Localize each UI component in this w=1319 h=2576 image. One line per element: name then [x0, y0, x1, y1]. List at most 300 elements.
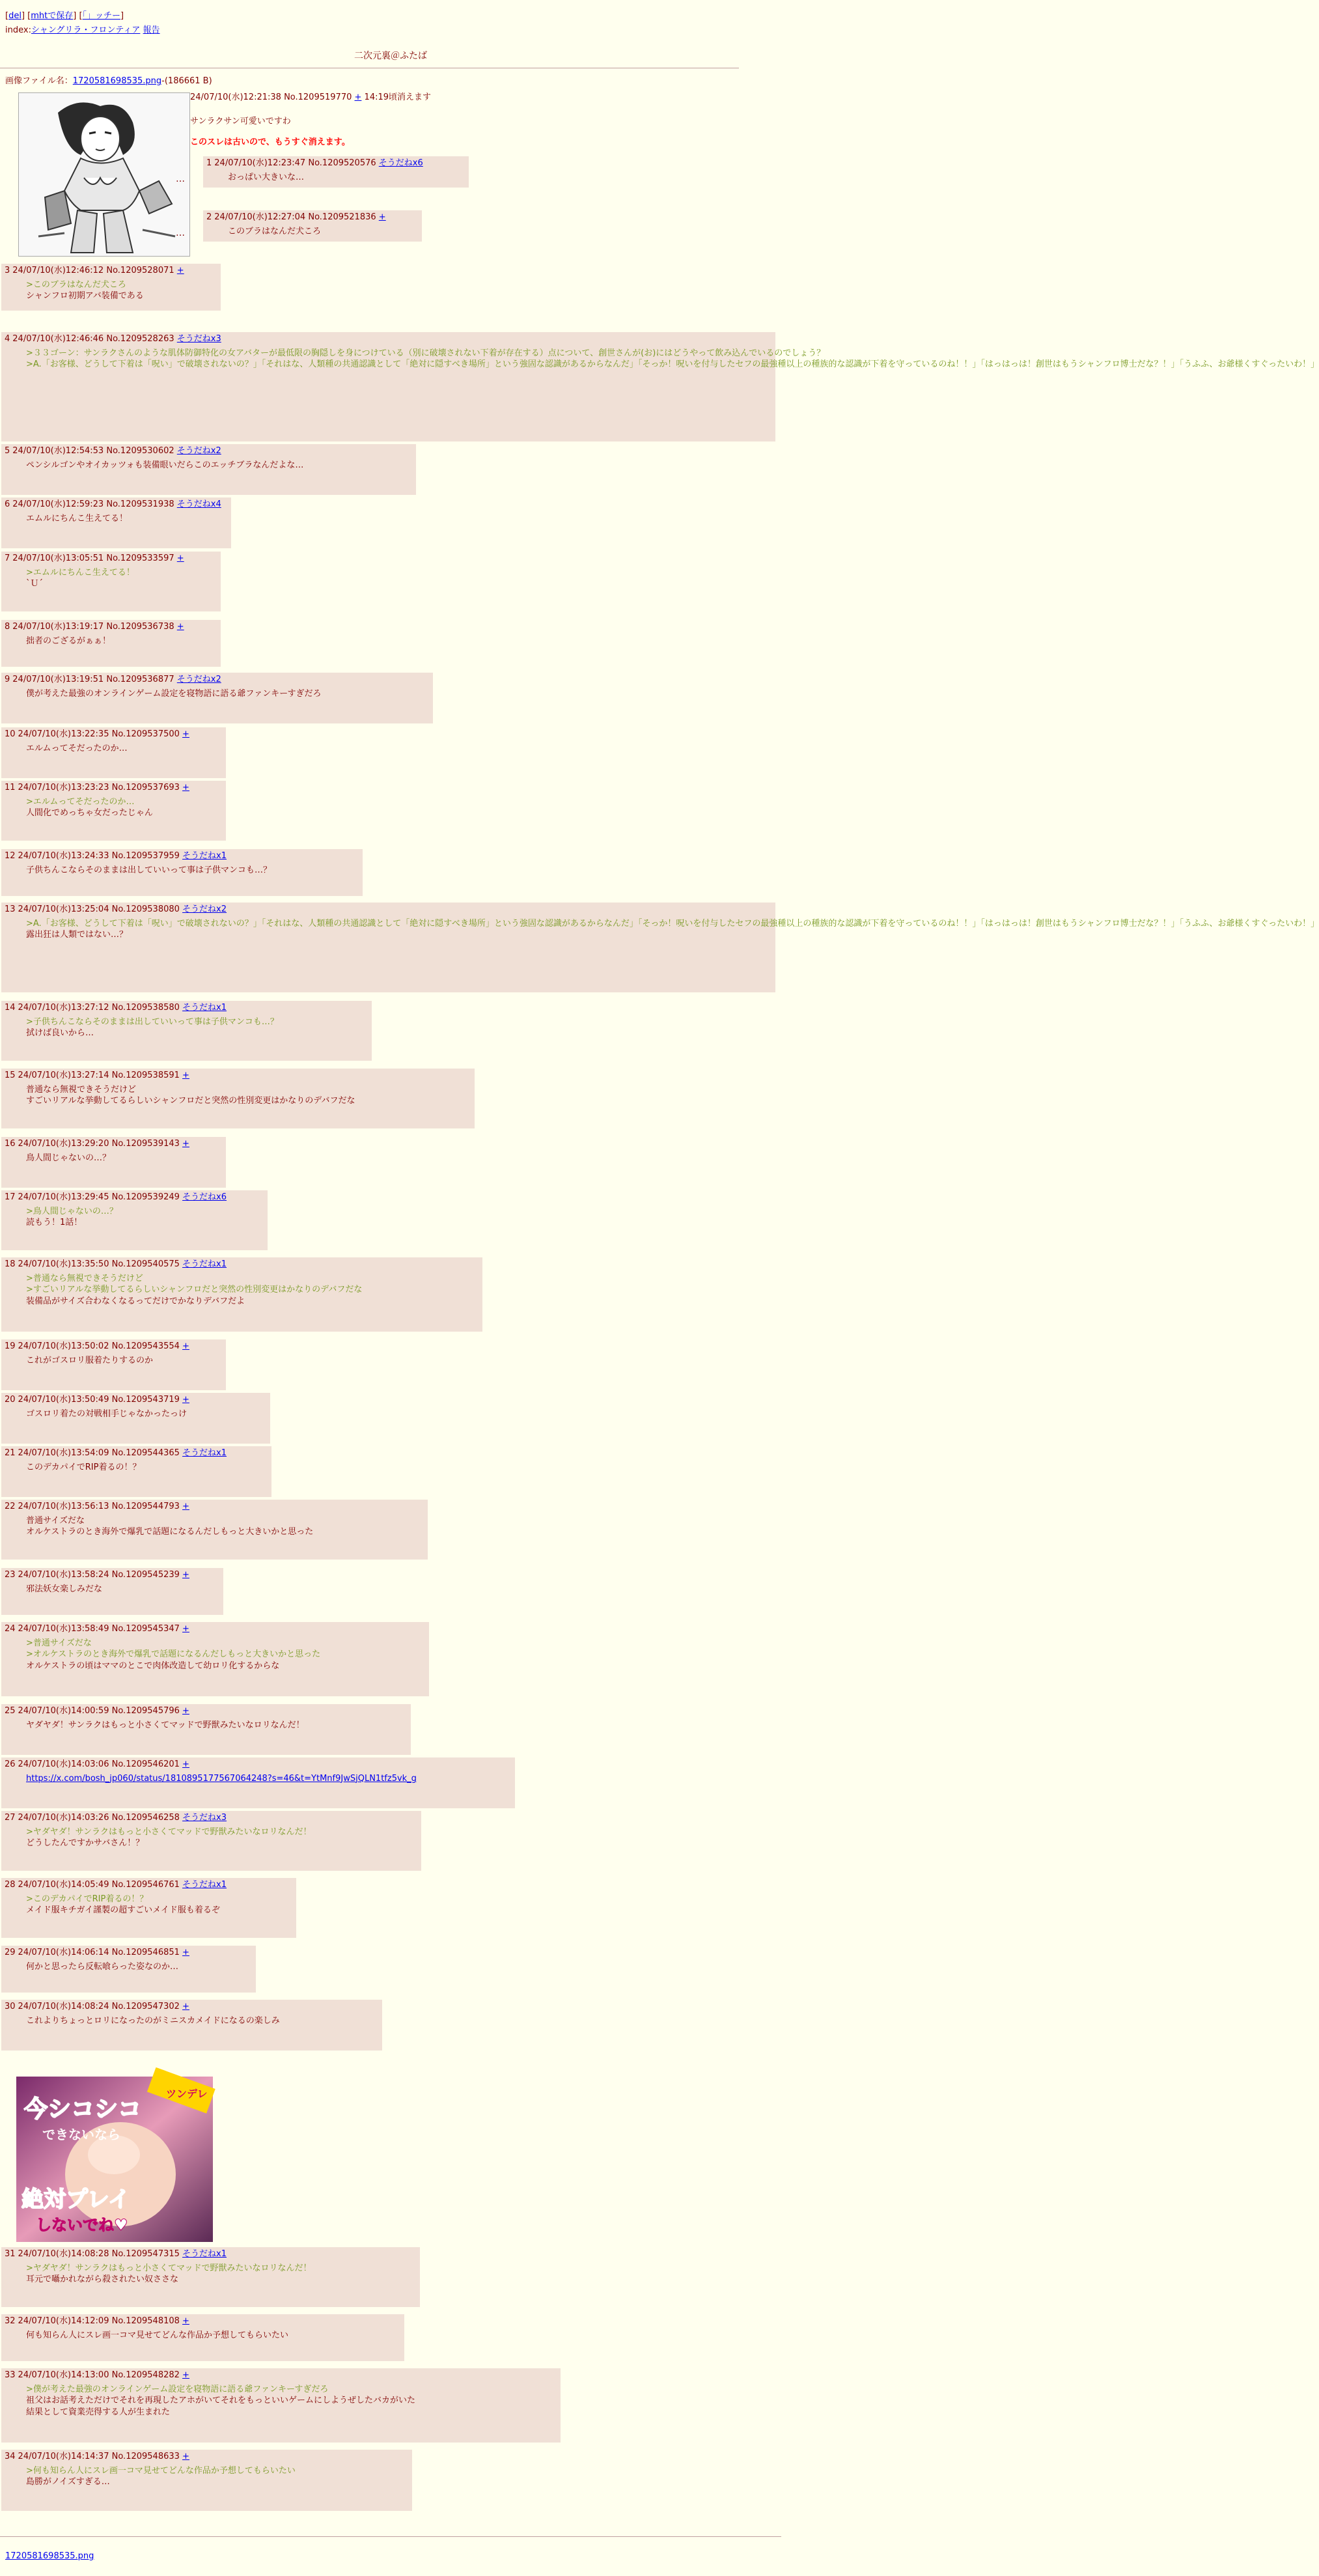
soudane-button[interactable]: そうだねx1 [182, 1259, 227, 1269]
reply-index: 9 [5, 675, 10, 684]
reply-text-line: 露出狂は人類ではない…？ [26, 930, 128, 940]
reply-datetime: 24/07/10(水)13:54:09 [18, 1448, 109, 1458]
reply-text-line: 邪法妖女楽しみだな [26, 1584, 103, 1594]
soudane-button[interactable]: + [182, 1071, 189, 1080]
reply-text-line: `Ｕ´ [26, 579, 44, 589]
reply-post [1, 620, 221, 667]
reply-quote-line: >何も知らん人にスレ画一コマ見せてどんな作品か予想してもらいたい [26, 2465, 296, 2476]
reply-index: 25 [5, 1706, 16, 1716]
soudane-button[interactable]: + [182, 1395, 189, 1405]
index-link[interactable]: シャングリラ・フロンティア [31, 25, 141, 35]
reply-datetime: 24/07/10(水)14:12:09 [18, 2316, 109, 2326]
reply-post [1, 1568, 223, 1615]
reply-text-line: エムルにちんこ生えてる！ [26, 513, 128, 524]
reply-number: No.1209539249 [111, 1192, 180, 1202]
bottom-file-link[interactable]: 1720581698535.png [5, 2551, 94, 2561]
reply-text-line: このデカパイでRIP着るの！？ [26, 1462, 141, 1472]
reply-post [1, 552, 221, 611]
soudane-button[interactable]: そうだねx6 [182, 1192, 227, 1202]
reply-index: 22 [5, 1502, 16, 1511]
reply-body [1, 1635, 429, 1675]
reply-body [1, 1717, 411, 1734]
op-plus-button[interactable]: + [354, 92, 362, 102]
reply-quote-line: >子供ちんこならそのままは出していいって事は子供マンコも…？ [26, 1016, 279, 1027]
reply-post [1, 673, 433, 723]
reply-index: 34 [5, 2452, 16, 2461]
reply-number: No.1209528071 [106, 266, 174, 275]
reply-header [1, 2247, 420, 2260]
reply-index: 10 [5, 729, 16, 739]
reply-text-line: 子供ちんこならそのままは出していいって事は子供マンコも…？ [26, 865, 272, 875]
reply-index: 16 [5, 1139, 16, 1149]
reply-body [203, 223, 422, 240]
reply-post [1, 2450, 412, 2511]
cchi-link[interactable]: 「」ッチー [82, 11, 121, 21]
soudane-button[interactable]: + [176, 266, 184, 275]
reply-header [1, 1500, 428, 1513]
reply-datetime: 24/07/10(水)13:58:49 [18, 1624, 109, 1634]
reply-quote-line: >このブラはなんだ犬ころ [26, 279, 126, 290]
reply-text-line: これがゴスロリ服着たりするのか [26, 1355, 154, 1365]
reply-body [1, 1581, 223, 1598]
reply-index: 11 [5, 783, 16, 792]
reply-index: 28 [5, 1880, 16, 1890]
reply-index: 24 [5, 1624, 16, 1634]
reply-header [1, 1446, 271, 1459]
reply-datetime: 24/07/10(水)13:50:49 [18, 1395, 109, 1405]
reply-text-line: 人間化でめっちゃ女だったじゃん [26, 808, 153, 819]
reply-text-line: 鳥人間じゃないの…？ [26, 1153, 111, 1163]
reply-text-line: 何も知らん人にスレ画一コマ見せてどんな作品か予想してもらいたい [26, 2330, 289, 2340]
reply-number: No.1209536738 [106, 622, 174, 632]
reply-header [1, 1704, 411, 1717]
reply-quote-line: >A.「お客様、どうして下着は「呪い」で破壊されないの？」「それはな、人類種の共通認識として「絶対に隠すべき場所」という強固な認識があるからなんだ」「そっか！呪いを付与したセフの最強種以上の種族的な認識が下着を守っているのね！！」「はっはっは！創世はもうシャンフロ博士だな？！」「うふふ、お爺様くすぐったいわ！」 [26, 359, 1319, 370]
soudane-button[interactable]: そうだねx2 [176, 446, 221, 456]
soudane-button[interactable]: + [182, 1624, 189, 1634]
reply-text-line: 読もう！1話！ [26, 1218, 83, 1228]
reply-body [1, 1891, 296, 1919]
reply-text-line: ヤダヤダ！サンラクはもっと小さくてマッドで野獣みたいなロリなんだ！ [26, 1720, 305, 1730]
soudane-button[interactable]: そうだねx2 [182, 904, 227, 914]
report-link[interactable]: 報告 [143, 25, 160, 35]
reply-quote-line: >A.「お客様、どうして下着は「呪い」で破壊されないの？」「それはな、人類種の共通認識として「絶対に隠すべき場所」という強固な認識があるからなんだ」「そっか！呪いを付与したセフの最強種以上の種族的な認識が下着を守っているのね！！」「はっはっは！創世はもうシャンフロ博士だな？！」「うふふ、お爺様くすぐったいわ！」 [26, 918, 1319, 929]
reply-number: No.1209544793 [111, 1502, 180, 1511]
bottom-divider [0, 2536, 781, 2537]
op-datetime: 24/07/10(水)12:21:38 [190, 92, 281, 102]
reply-datetime: 24/07/10(水)13:22:35 [18, 729, 109, 739]
reply-number: No.1209545796 [111, 1706, 180, 1716]
reply-body [1, 345, 1319, 373]
reply-body [1, 1203, 268, 1231]
reply-index: 14 [5, 1003, 16, 1013]
reply-text-line: 普通サイズだな [26, 1515, 85, 1526]
reply-text-line: 結果として資業売得する人が生まれた [26, 2407, 171, 2417]
reply-index: 8 [5, 622, 10, 632]
reply-number: No.1209536877 [106, 675, 174, 684]
reply-quote-line: >すごいリアルな挙動してるらしいシャンフロだと突然の性別変更はかなりのデバフだな [26, 1285, 363, 1295]
reply-datetime: 24/07/10(水)14:08:24 [18, 2002, 109, 2011]
mht-save-link[interactable]: mhtで保存 [31, 11, 74, 21]
reply-post [1, 1946, 256, 1993]
reply-post [1, 1500, 428, 1560]
soudane-button[interactable]: そうだねx1 [182, 2249, 227, 2259]
reply-text-line: ペンシルゴンやオイカッツォも装備眼いだらこのエッチブラなんだよな… [26, 460, 304, 470]
op-expire: 14:19頃消えます [364, 92, 432, 102]
reply-header [1, 444, 416, 457]
reply-header [1, 1257, 482, 1270]
reply-number: No.1209546851 [111, 1948, 180, 1957]
soudane-button[interactable]: + [182, 2316, 189, 2326]
reply-datetime: 24/07/10(水)12:59:23 [12, 499, 104, 509]
reply-quote-line: >普通なら無視できそうだけど [26, 1273, 143, 1283]
reply-quote-line: >オルケストラのとき海外で爆乳で話題になるんだしもっと大きいかと思った [26, 1649, 321, 1660]
reply-header [1, 673, 433, 686]
reply-datetime: 24/07/10(水)13:56:13 [18, 1502, 109, 1511]
expire-warning: このスレは古いので、もうすぐ消えます。 [190, 137, 350, 147]
soudane-button[interactable]: + [182, 2452, 189, 2461]
reply-header [1, 552, 221, 565]
reply-datetime: 24/07/10(水)13:50:02 [18, 1341, 109, 1351]
soudane-button[interactable]: + [182, 2370, 189, 2380]
reply-body [1, 1014, 372, 1042]
reply-body [1, 2260, 420, 2288]
reply-body [1, 2013, 382, 2030]
reply-datetime: 24/07/10(水)13:05:51 [12, 553, 104, 563]
reply-datetime: 24/07/10(水)14:13:00 [18, 2370, 109, 2380]
reply-number: No.1209546201 [111, 1759, 180, 1769]
reply-text-line: 普通なら無視できそうだけど [26, 1084, 137, 1095]
top-nav [5, 10, 160, 39]
reply-body [1, 794, 226, 822]
reply-body [1, 916, 1319, 944]
reply-post [1, 1393, 270, 1444]
ad-corner-text: ツンデレ [166, 2088, 208, 2100]
del-link[interactable]: del [8, 11, 21, 21]
ad-line2: できないなら [42, 2127, 120, 2142]
reply-body [1, 1352, 226, 1369]
soudane-button[interactable]: + [182, 1139, 189, 1149]
reply-datetime: 24/07/10(水)13:19:51 [12, 675, 104, 684]
reply-header [1, 2000, 382, 2013]
op-number: No.1209519770 [284, 92, 352, 102]
reply-url-link[interactable]: https://x.com/bosh_jp060/status/1810895177567064248?s=46&t=YtMnf9JwSjQLN1tfz5vk_g [26, 1773, 417, 1784]
reply-quote-line: >このデカパイでRIP着るの！？ [26, 1894, 148, 1904]
reply-post [1, 2000, 382, 2051]
reply-datetime: 24/07/10(水)14:06:14 [18, 1948, 109, 1957]
reply-number: No.1209537693 [111, 783, 180, 792]
reply-text-line: このブラはなんだ犬ころ [228, 226, 322, 236]
soudane-button[interactable]: + [378, 212, 386, 222]
file-link[interactable]: 1720581698535.png [72, 76, 162, 86]
reply-post [1, 2314, 404, 2361]
soudane-button[interactable]: そうだねx4 [176, 499, 221, 509]
reply-datetime: 24/07/10(水)14:05:49 [18, 1880, 109, 1890]
reply-datetime: 24/07/10(水)13:29:20 [18, 1139, 109, 1149]
reply-datetime: 24/07/10(水)13:24:33 [18, 851, 109, 861]
reply-index: 7 [5, 553, 10, 563]
top-links: [del] [mhtで保存] [「」ッチー] [5, 11, 124, 21]
reply-index: 32 [5, 2316, 16, 2326]
reply-body [1, 862, 363, 879]
soudane-button[interactable]: + [176, 622, 184, 632]
reply-datetime: 24/07/10(水)12:27:04 [214, 212, 306, 222]
reply-post [1, 1878, 296, 1938]
reply-header [1, 264, 221, 277]
reply-post [1, 1622, 429, 1696]
soudane-button[interactable]: そうだねx3 [182, 1813, 227, 1823]
soudane-button[interactable]: + [182, 729, 189, 739]
reply-datetime: 24/07/10(水)13:29:45 [18, 1192, 109, 1202]
ad-banner[interactable] [16, 2077, 213, 2242]
reply-number: No.1209528263 [106, 334, 174, 344]
reply-datetime: 24/07/10(水)12:46:46 [12, 334, 104, 344]
reply-header [1, 620, 221, 633]
reply-quote-line: >ヤダヤダ！サンラクはもっと小さくてマッドで野獣みたいなロリなんだ！ [26, 2263, 312, 2273]
reply-body [1, 565, 221, 593]
reply-index: 23 [5, 1570, 16, 1580]
reply-number: No.1209548108 [111, 2316, 180, 2326]
reply-number: No.1209538080 [111, 904, 180, 914]
reply-text-line: メイド服キチガイ謹製の超すごいメイド服も着るぞ [26, 1905, 220, 1916]
reply-number: No.1209543554 [111, 1341, 180, 1351]
op-header [190, 92, 431, 104]
reply-number: No.1209540575 [111, 1259, 180, 1269]
reply-body [1, 457, 416, 474]
reply-quote-line: >エルムってそだったのか… [26, 796, 135, 807]
reply-post [1, 1339, 226, 1390]
reply-number: No.1209538591 [111, 1071, 180, 1080]
reply-text-line: シャンフロ初期アバ装備である [26, 291, 144, 301]
reply-header [1, 1622, 429, 1635]
reply-post [1, 727, 226, 778]
index-label: index: [5, 25, 31, 35]
reply-post [1, 444, 416, 495]
reply-body [1, 633, 221, 650]
reply-header [1, 2314, 404, 2327]
reply-body [1, 511, 231, 527]
reply-number: No.1209538580 [111, 1003, 180, 1013]
reply-post [1, 1137, 226, 1188]
reply-text-line: これよりちょっとロリになったのがミニスカメイドになるの楽しみ [26, 2015, 280, 2026]
reply-post [203, 210, 422, 242]
reply-body [1, 1459, 271, 1476]
reply-header [1, 1568, 223, 1581]
reply-number: No.1209545239 [111, 1570, 180, 1580]
reply-header [1, 2368, 561, 2381]
reply-header [1, 1001, 372, 1014]
reply-body [1, 740, 226, 757]
soudane-button[interactable]: + [182, 1759, 189, 1769]
reply-index: 29 [5, 1948, 16, 1957]
reply-datetime: 24/07/10(水)14:00:59 [18, 1706, 109, 1716]
reply-index: 26 [5, 1759, 16, 1769]
soudane-button[interactable]: そうだねx2 [176, 675, 221, 684]
reply-body [1, 277, 221, 305]
reply-datetime: 24/07/10(水)12:54:53 [12, 446, 104, 456]
reply-header [1, 1339, 226, 1352]
reply-index: 27 [5, 1813, 16, 1823]
reply-index: 21 [5, 1448, 16, 1458]
file-size: -(186661 B) [161, 76, 212, 86]
soudane-button[interactable]: そうだねx3 [176, 334, 221, 344]
reply-text-line: エルムってそだったのか… [26, 743, 128, 753]
reply-quote-line: >普通サイズだな [26, 1638, 92, 1648]
reply-number: No.1209521836 [308, 212, 376, 222]
reply-text-line: すごいリアルな挙動してるらしいシャンフロだと突然の性別変更はかなりのデバフだな [26, 1096, 355, 1106]
reply-body [1, 1270, 482, 1310]
reply-header [1, 332, 775, 345]
reply-header [1, 1946, 256, 1959]
reply-body [203, 169, 469, 186]
reply-datetime: 24/07/10(水)13:27:12 [18, 1003, 109, 1013]
soudane-button[interactable]: + [182, 1341, 189, 1351]
reply-number: No.1209546761 [111, 1880, 180, 1890]
reply-post [203, 156, 469, 188]
reply-body [1, 1771, 515, 1787]
reply-body [1, 1082, 475, 1110]
ad-line3: 絶対プレイ [21, 2187, 130, 2213]
reply-text-line: おっぱい大きいな… [228, 172, 305, 182]
reply-header [1, 497, 231, 511]
ad-line4: しないでね♥ [36, 2216, 128, 2234]
reply-text-line: 拙者のござるがぁぁ！ [26, 636, 111, 646]
reply-text-line: オルケストラの頃はママのとこで肉体改造して幼ロリ化するからな [26, 1660, 280, 1671]
soudane-button[interactable]: そうだねx1 [182, 1003, 227, 1013]
reply-index: 5 [5, 446, 10, 456]
reply-header [1, 781, 226, 794]
reply-datetime: 24/07/10(水)12:46:12 [12, 266, 104, 275]
reply-body [1, 2381, 561, 2421]
soudane-button[interactable]: そうだねx1 [182, 851, 227, 861]
reply-text-line: 僕が考えた最強のオンラインゲーム設定を寝物語に語る爺ファンキーすぎだろ [26, 688, 322, 699]
reply-header [1, 849, 363, 862]
reply-header [1, 903, 775, 916]
reply-index: 13 [5, 904, 16, 914]
reply-number: No.1209544365 [111, 1448, 180, 1458]
thumbnail-illustration [19, 93, 189, 256]
reply-post [1, 781, 226, 841]
reply-number: No.1209539143 [111, 1139, 180, 1149]
reply-post [1, 497, 231, 548]
soudane-button[interactable]: + [182, 1948, 189, 1957]
soudane-button[interactable]: + [182, 783, 189, 792]
reply-index: 3 [5, 266, 10, 275]
reply-post [1, 264, 221, 311]
reply-datetime: 24/07/10(水)14:08:28 [18, 2249, 109, 2259]
reply-index: 18 [5, 1259, 16, 1269]
reply-text-line: オルケストラのとき海外で爆乳で話題になるんだしもっと大きいかと思った [26, 1527, 314, 1537]
soudane-button[interactable]: そうだねx1 [182, 1880, 227, 1890]
soudane-button[interactable]: + [182, 1502, 189, 1511]
reply-body [1, 1959, 256, 1976]
reply-body [1, 1150, 226, 1167]
reply-body [1, 1824, 421, 1852]
reply-quote-line: >３３ゴーン：サンラクさんのような肌体防御特化の女アバターが最低限の胸隠しを身につけている（別に破壊されない下着が存在する）点について、創世さんが(お)にはどうやって飲み込んでいるのでしょう？ [26, 348, 826, 358]
reply-post [1, 1001, 372, 1061]
reply-text-line: 装備品がサイズ合わなくなるってだけでかなりデバフだよ [26, 1296, 245, 1306]
reply-index: 20 [5, 1395, 16, 1405]
reply-header [1, 1757, 515, 1771]
reply-quote-line: >鳥人間じゃないの…？ [26, 1206, 118, 1216]
reply-text-line: 耳元で囁かれながら殺されたい奴ささな [26, 2275, 179, 2285]
op-thumbnail[interactable] [18, 92, 190, 257]
bottom-file-row [5, 2551, 94, 2562]
reply-header [1, 727, 226, 740]
reply-post [1, 1257, 482, 1332]
reply-datetime: 24/07/10(水)14:03:06 [18, 1759, 109, 1769]
reply-quote-line: >エムルにちんこ生えてる！ [26, 567, 135, 578]
reply-post [1, 1811, 421, 1871]
soudane-button[interactable]: + [182, 1570, 189, 1580]
reply-index: 30 [5, 2002, 16, 2011]
reply-datetime: 24/07/10(水)12:23:47 [214, 158, 306, 168]
reply-index: 33 [5, 2370, 16, 2380]
soudane-button[interactable]: + [182, 2002, 189, 2011]
board-title: 二次元裏＠ふたば [354, 51, 427, 61]
reply-header [1, 1393, 270, 1406]
reply-index: 15 [5, 1071, 16, 1080]
reply-index: 6 [5, 499, 10, 509]
file-label: 画像ファイル名： [5, 76, 73, 86]
reply-datetime: 24/07/10(水)13:35:50 [18, 1259, 109, 1269]
soudane-button[interactable]: そうだねx6 [378, 158, 423, 168]
reply-datetime: 24/07/10(水)14:03:26 [18, 1813, 109, 1823]
file-info [5, 76, 212, 87]
reply-text-line: 何かと思ったら反転喰らった姿なのか… [26, 1961, 179, 1972]
reply-text-line: 祖父はお話考えただけでそれを再現したアホがいてそれをもっといいゲームにしようぜしたバカがいた [26, 2396, 416, 2406]
reply-number: No.1209533597 [106, 553, 174, 563]
reply-post [1, 849, 363, 896]
reply-post [1, 903, 1319, 992]
reply-marker: … [176, 228, 186, 238]
soudane-button[interactable]: + [176, 553, 184, 563]
soudane-button[interactable]: そうだねx1 [182, 1448, 227, 1458]
soudane-button[interactable]: + [182, 1706, 189, 1716]
reply-number: No.1209547302 [111, 2002, 180, 2011]
reply-marker: … [176, 174, 186, 184]
reply-index: 31 [5, 2249, 16, 2259]
op-body [190, 116, 350, 148]
reply-body [1, 2463, 412, 2491]
reply-quote-line: >ヤダヤダ！サンラクはもっと小さくてマッドで野獣みたいなロリなんだ！ [26, 1827, 312, 1837]
reply-header [1, 1190, 268, 1203]
reply-header [203, 210, 422, 223]
reply-number: No.1209531938 [106, 499, 174, 509]
reply-body [1, 1406, 270, 1423]
reply-number: No.1209537500 [111, 729, 180, 739]
reply-index: 2 [206, 212, 212, 222]
reply-post [1, 1704, 411, 1755]
reply-datetime: 24/07/10(水)13:58:24 [18, 1570, 109, 1580]
ad-illustration [16, 2077, 213, 2242]
reply-header [1, 1137, 226, 1150]
op-text: サンラクサン可愛いですわ [190, 117, 291, 126]
reply-index: 1 [206, 158, 212, 168]
reply-body [1, 1513, 428, 1541]
reply-post [1, 1069, 475, 1128]
reply-index: 19 [5, 1341, 16, 1351]
reply-quote-line: >僕が考えた最強のオンラインゲーム設定を寝物語に語る爺ファンキーすぎだろ [26, 2384, 329, 2394]
reply-header [1, 1878, 296, 1891]
reply-header [1, 1811, 421, 1824]
reply-text-line: 拭けば良いから… [26, 1028, 94, 1039]
reply-datetime: 24/07/10(水)13:23:23 [18, 783, 109, 792]
reply-post [1, 1446, 271, 1497]
ad-line1: 今シコシコ [24, 2096, 142, 2123]
reply-number: No.1209548282 [111, 2370, 180, 2380]
reply-index: 17 [5, 1192, 16, 1202]
reply-number: No.1209547315 [111, 2249, 180, 2259]
